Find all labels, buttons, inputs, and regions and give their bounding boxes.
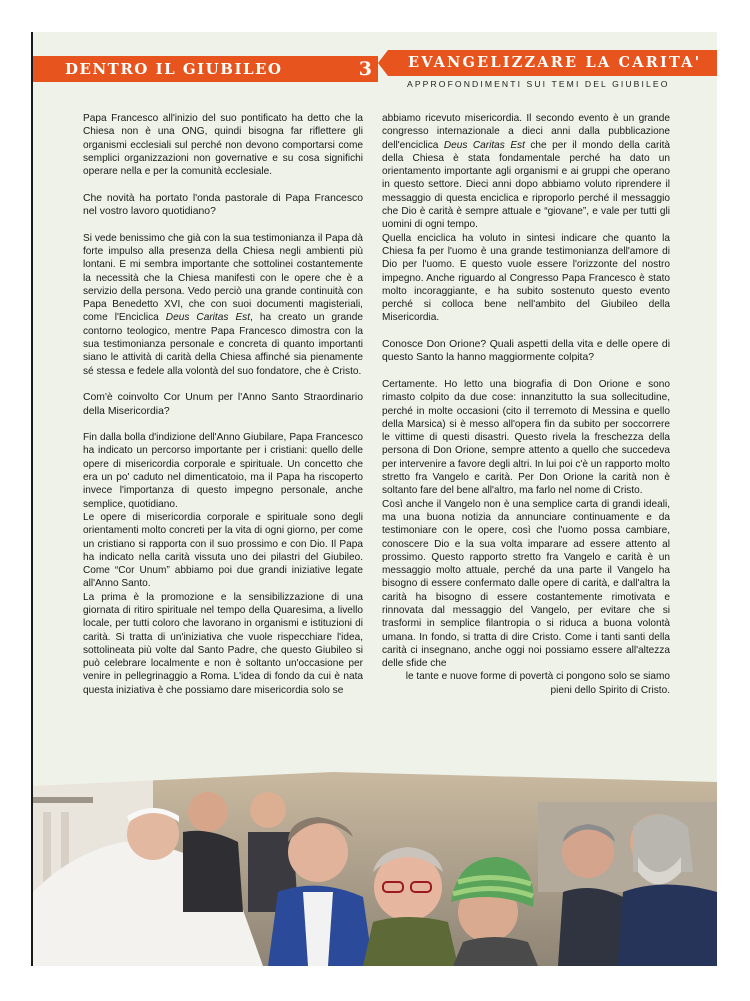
interview-question: Com'è coinvolto Cor Unum per l'Anno Santo Straordinario della Misericordia?	[83, 392, 363, 417]
magazine-page	[33, 32, 717, 966]
section-header-right	[388, 50, 717, 76]
header-arrow-tip	[378, 50, 388, 76]
paragraph: abbiamo ricevuto misericordia. Il secondo evento è un grande congresso internazionale a dieci anni dalla pubblicazione dell'enciclica Deus Caritas Est che per il mondo della carità della Chiesa è stata fondamentale perché ha dato un orientamento importante agli organismi e ai gruppi che operano in questo settore. Dieci anni dopo abbiamo voluto riprendere il messaggio di questa enciclica e riproporlo perché il messaggio che Dio è carità è sempre attuale e “giovane”, e vale per tutti gli uomini di ogni tempo.	[382, 113, 670, 231]
section-title-right: EVANGELIZZARE LA CARITA'	[408, 54, 702, 71]
interview-question: Conosce Don Orione? Quali aspetti della vita e delle opere di questo Santo la hanno maggiormente colpita?	[382, 339, 670, 364]
photo-illustration	[33, 772, 717, 966]
right-column	[382, 112, 670, 697]
encyclical-title: Deus Caritas Est	[165, 312, 251, 324]
paragraph: Fin dalla bolla d'indizione dell'Anno Giubilare, Papa Francesco ha indicato un percorso importante per i cristiani: quello delle opere di misericordia corporale e spirituale. Un concetto che era un po' caduto nel dimenticatoio, ma il Papa ha riscoperto invece l'importanza di questo impegno personale, anche semplice, quotidiano.	[83, 432, 363, 510]
paragraph: Quella enciclica ha voluto in sintesi indicare che quanto la Chiesa fa per l'uomo è una grande testimonianza dell'amore di Dio per l'uomo. E questo vuole essere l'orizzonte del nostro impegno. Anche riguardo al Congresso Papa Francesco è stato molto incoraggiante, e ha subito sostenuto questo evento perché si colloca bene nell'ambito del Giubileo della Misericordia.	[382, 232, 670, 324]
paragraph: Si vede benissimo che già con la sua testimonianza il Papa dà forte impulso alla presenza della Chiesa negli ambienti più lontani. E mi sembra importante che sottolinei costantemente la necessità che la Chiesa manifesti con le opere che è a servizio della persona. Vedo perciò una grande continuità con Papa Benedetto XVI, che con suoi documenti magisteriali, come l'Enciclica Deus Caritas Est, ha creato un grande contorno teologico, mentre Papa Francesco dimostra con la sua testimonianza personale e concreta di quanto importanti siano le attività di carità della Chiesa affinché sia pienamente sé stessa e fedele alla volontà del suo fondatore, che è Cristo.	[83, 232, 363, 377]
crowd-photo	[33, 772, 717, 966]
interview-question: Che novità ha portato l'onda pastorale di Papa Francesco nel vostro lavoro quotidiano?	[83, 192, 363, 218]
paragraph: Così anche il Vangelo non è una semplice carta di grandi ideali, ma una buona notizia da annunciare continuamente e da testimoniare con le opere, così che l'uomo possa cambiare, conoscere Dio e la sua volta imparare ad essere attento al prossimo. Questo rapporto stretto fra Vangelo e carità è un messaggio molto attuale, perché da una parte il Vangelo ha bisogno di essere confermato dalle opere di carità, e dall'altra la carità ha bisogno di essere costantemente rimotivata e rinnovata dal messaggio del Vangelo, per evitare che si trasformi in semplice filantropia o si riduca a buona volontà umana. In fondo, si tratta di dire Cristo. Come i tanti santi della carità ci insegnano, anche oggi noi possiamo essere all'altezza delle sfide che	[382, 498, 670, 670]
paragraph: Papa Francesco all'inizio del suo pontificato ha detto che la Chiesa non è una ONG, quindi bisogna far riflettere gli organismi ecclesiali sul perché non devono comportarsi come semplici organizzazioni non governative e su cosa significhi operare nella e per la comunità ecclesiale.	[83, 113, 363, 178]
encyclical-title: Deus Caritas Est	[443, 139, 525, 151]
section-subtitle: APPROFONDIMENTI SUI TEMI DEL GIUBILEO	[407, 79, 670, 89]
paragraph: Certamente. Ho letto una biografia di Don Orione e sono rimasto colpito da due cose: innanzitutto la sua sollecitudine, perché in molte occasioni (cito il terremoto di Messina e quello della Marsica) si è messo all'opera fin da subito per soccorrere le vittime di questi disastri. Questo rivela la freschezza della persona di Don Orione, sempre attento a quello che succedeva per intervenire a favore degli altri. In lui poi c'è un rapporto molto stretto fra Vangelo e carità. Per Don Orione la carità non è soltanto fare del bene all'altro, ma farlo nel nome di Cristo.	[382, 378, 670, 497]
page-number: 3	[358, 58, 372, 80]
paragraph: Le opere di misericordia corporale e spirituale sono degli orientamenti molto concreti per la vita di ogni giorno, per come un cristiano si rapporta con il suo prossimo e con Dio. Il Papa ha indicato nella carità vissuta uno dei pilastri del Giubileo. Come “Cor Unum” abbiamo poi due grandi iniziative legate all'Anno Santo.	[83, 511, 363, 590]
paragraph-end: le tante e nuove forme di povertà ci pongono solo se siamo pieni dello Spirito di Cristo.	[405, 671, 670, 696]
paragraph: La prima è la promozione e la sensibilizzazione di una giornata di ritiro spirituale nel tempo della Quaresima, a livello locale, per tutti coloro che lavorano in organismi e istituzioni di carità. Si tratta di un'iniziativa che vuole rispecchiare l'idea, sottolineata più volte dal Santo Padre, che questo Giubileo si può celebrare localmente e non è soltanto un'occasione per venire in pellegrinaggio a Roma. L'idea di fondo da cui è nata questa iniziativa è che possiamo dare misericordia solo se	[83, 591, 363, 696]
section-title-left: DENTRO IL GIUBILEO	[65, 60, 283, 78]
section-header-left	[33, 56, 378, 82]
left-column	[83, 112, 363, 697]
